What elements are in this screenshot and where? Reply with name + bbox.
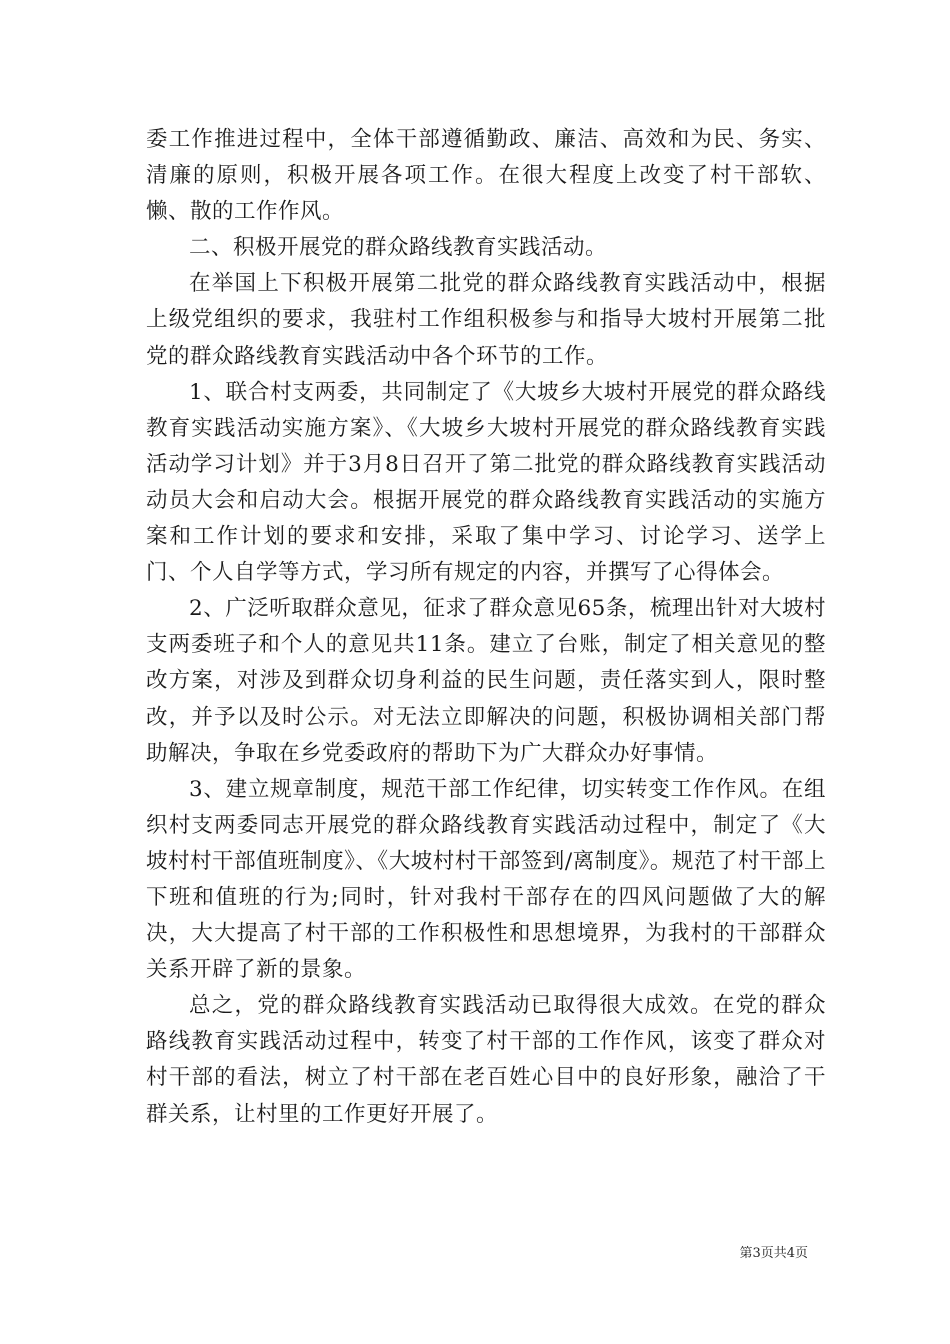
page-number-footer: 第3页共4页 (739, 1246, 808, 1261)
paragraph-item-3: 3、建立规章制度，规范干部工作纪律，切实转变工作作风。在组织村支两委同志开展党的群众路线教育实践活动过程中，制定了《大坡村村干部值班制度》、《大坡村村干部签到/离制度》。规范了村干部上下班和值班的行为;同时，针对我村干部存在的四风问题做了大的解决，大大提高了村干部的工作积极性和思想境界，为我村的干部群众关系开辟了新的景象。 (146, 776, 826, 983)
section-heading: 二、积极开展党的群众路线教育实践活动。 (189, 235, 608, 261)
paragraph-intro: 在举国上下积极开展第二批党的群众路线教育实践活动中，根据上级党组织的要求，我驻村工作组积极参与和指导大坡村开展第二批党的群众路线教育实践活动中各个环节的工作。 (146, 271, 826, 369)
paragraph-conclusion: 总之，党的群众路线教育实践活动已取得很大成效。在党的群众路线教育实践活动过程中，转变了村干部的工作作风，该变了群众对村干部的看法，树立了村干部在老百姓心目中的良好形象，融洽了干群关系，让村里的工作更好开展了。 (146, 993, 826, 1127)
paragraph-item-2: 2、广泛听取群众意见，征求了群众意见65条，梳理出针对大坡村支两委班子和个人的意见共11条。建立了台账，制定了相关意见的整改方案，对涉及到群众切身利益的民生问题，责任落实到人，限时整改，并予以及时公示。对无法立即解决的问题，积极协调相关部门帮助解决，争取在乡党委政府的帮助下为广大群众办好事情。 (146, 596, 826, 766)
paragraph-continuation: 委工作推进过程中，全体干部遵循勤政、廉洁、高效和为民、务实、清廉的原则，积极开展各项工作。在很大程度上改变了村干部软、懒、散的工作作风。 (146, 127, 826, 225)
paragraph-item-1: 1、联合村支两委，共同制定了《大坡乡大坡村开展党的群众路线教育实践活动实施方案》、《大坡乡大坡村开展党的群众路线教育实践活动学习计划》并于3月8日召开了第二批党的群众路线教育实践活动动员大会和启动大会。根据开展党的群众路线教育实践活动的实施方案和工作计划的要求和安排，采取了集中学习、讨论学习、送学上门、个人自学等方式，学习所有规定的内容，并撰写了心得体会。 (146, 379, 826, 586)
document-body (146, 122, 826, 1133)
